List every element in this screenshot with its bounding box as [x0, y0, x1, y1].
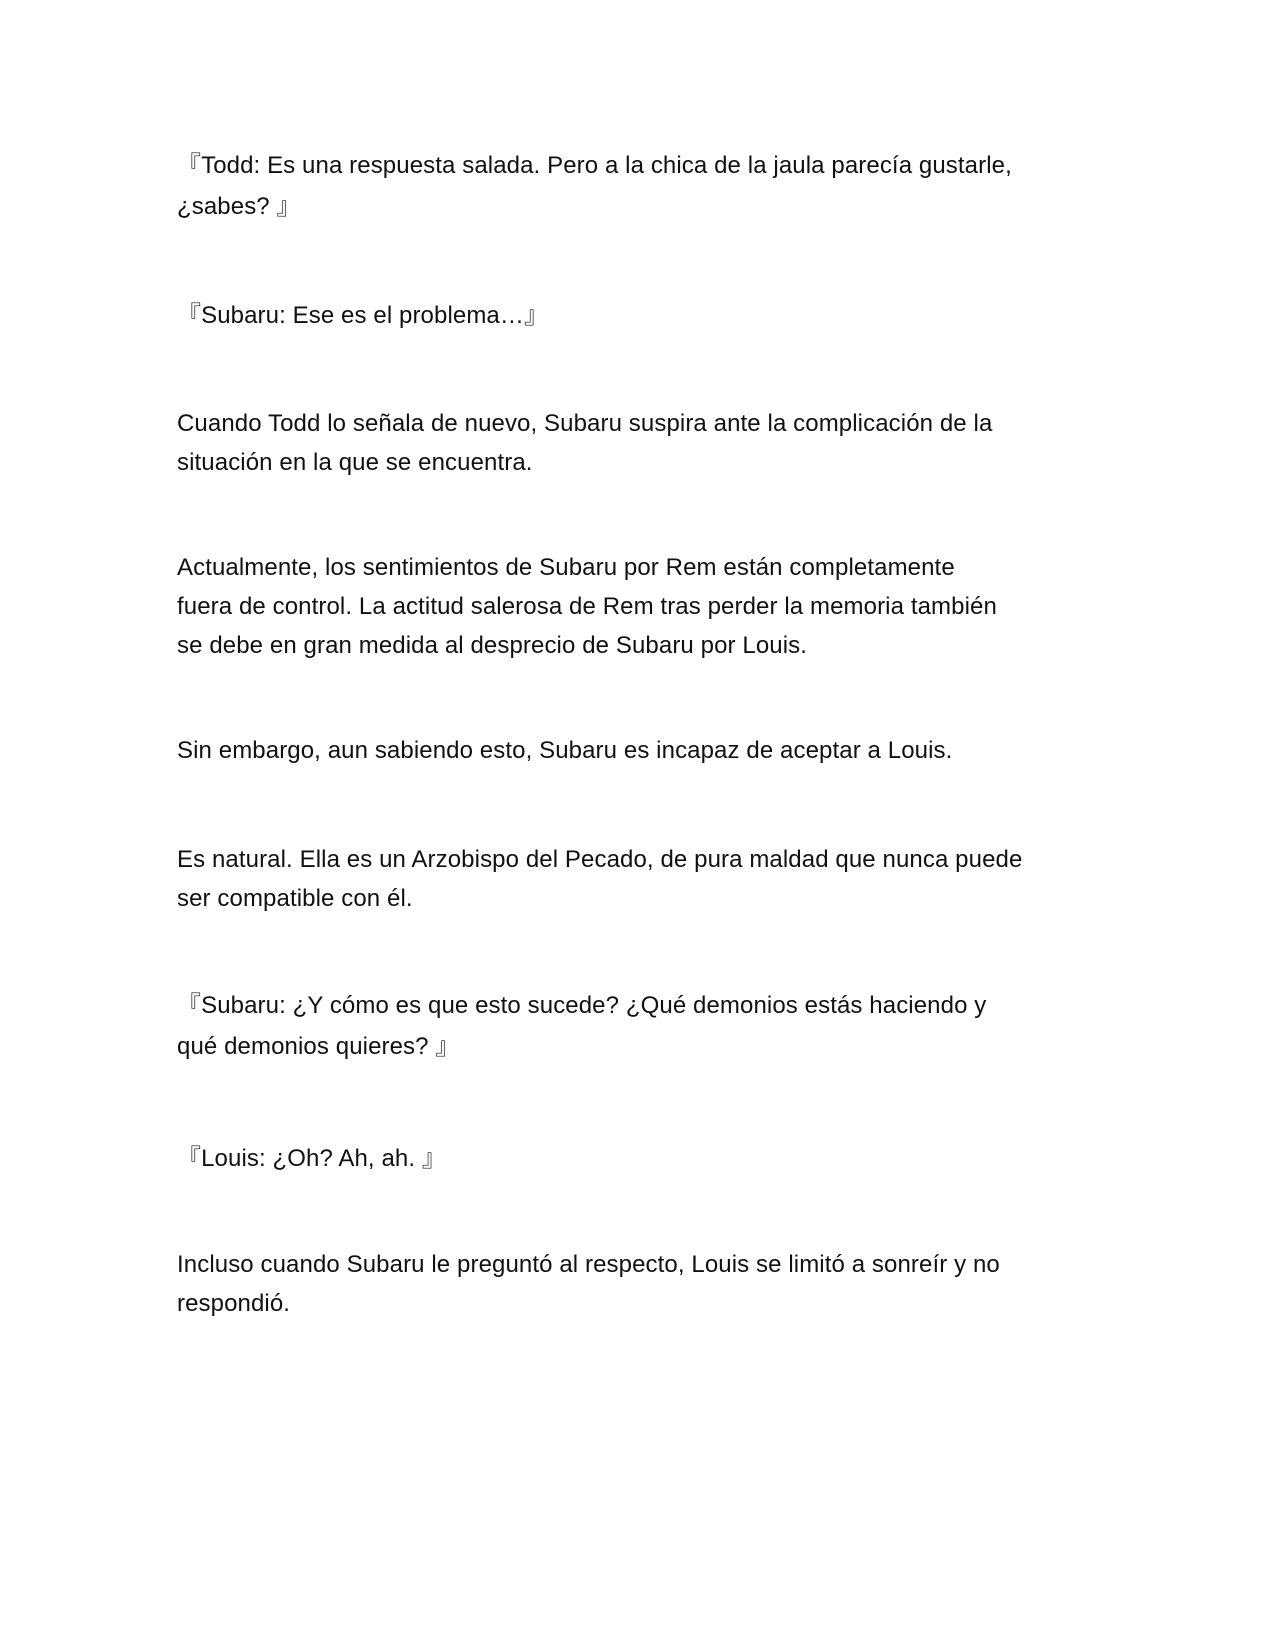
paragraph-todd-dialogue [177, 145, 1107, 227]
text-line: Es natural. Ella es un Arzobispo del Pecado, de pura maldad que nunca puede [177, 846, 1023, 873]
text-line: 『Louis: ¿Oh? Ah, ah. 』 [177, 1145, 447, 1172]
text-line: fuera de control. La actitud salerosa de Rem tras perder la memoria también [177, 593, 997, 620]
text-line: 『Todd: Es una respuesta salada. Pero a la chica de la jaula parecía gustarle, [177, 152, 1012, 179]
paragraph-narration-5 [177, 1245, 1107, 1323]
paragraph-narration-3 [177, 731, 1107, 770]
text-line: 『Subaru: ¿Y cómo es que esto sucede? ¿Qué demonios estás haciendo y [177, 992, 987, 1019]
text-line: ¿sabes? 』 [177, 193, 301, 220]
paragraph-subaru-dialogue-2 [177, 985, 1107, 1067]
paragraph-narration-2 [177, 548, 1107, 665]
text-line: Incluso cuando Subaru le preguntó al respecto, Louis se limitó a sonreír y no [177, 1251, 1000, 1278]
text-line: Sin embargo, aun sabiendo esto, Subaru es incapaz de aceptar a Louis. [177, 737, 953, 764]
text-line: 『Subaru: Ese es el problema…』 [177, 302, 549, 329]
text-line: se debe en gran medida al desprecio de Subaru por Louis. [177, 632, 808, 659]
paragraph-narration-4 [177, 840, 1107, 918]
paragraph-narration-1 [177, 404, 1107, 482]
text-line: situación en la que se encuentra. [177, 449, 533, 476]
text-line: respondió. [177, 1290, 291, 1317]
text-line: Cuando Todd lo señala de nuevo, Subaru suspira ante la complicación de la [177, 410, 993, 437]
text-line: ser compatible con él. [177, 885, 413, 912]
paragraph-subaru-dialogue-1 [177, 295, 1107, 336]
text-line: qué demonios quieres? 』 [177, 1033, 460, 1060]
text-line: Actualmente, los sentimientos de Subaru por Rem están completamente [177, 554, 955, 581]
paragraph-louis-dialogue [177, 1138, 1107, 1179]
